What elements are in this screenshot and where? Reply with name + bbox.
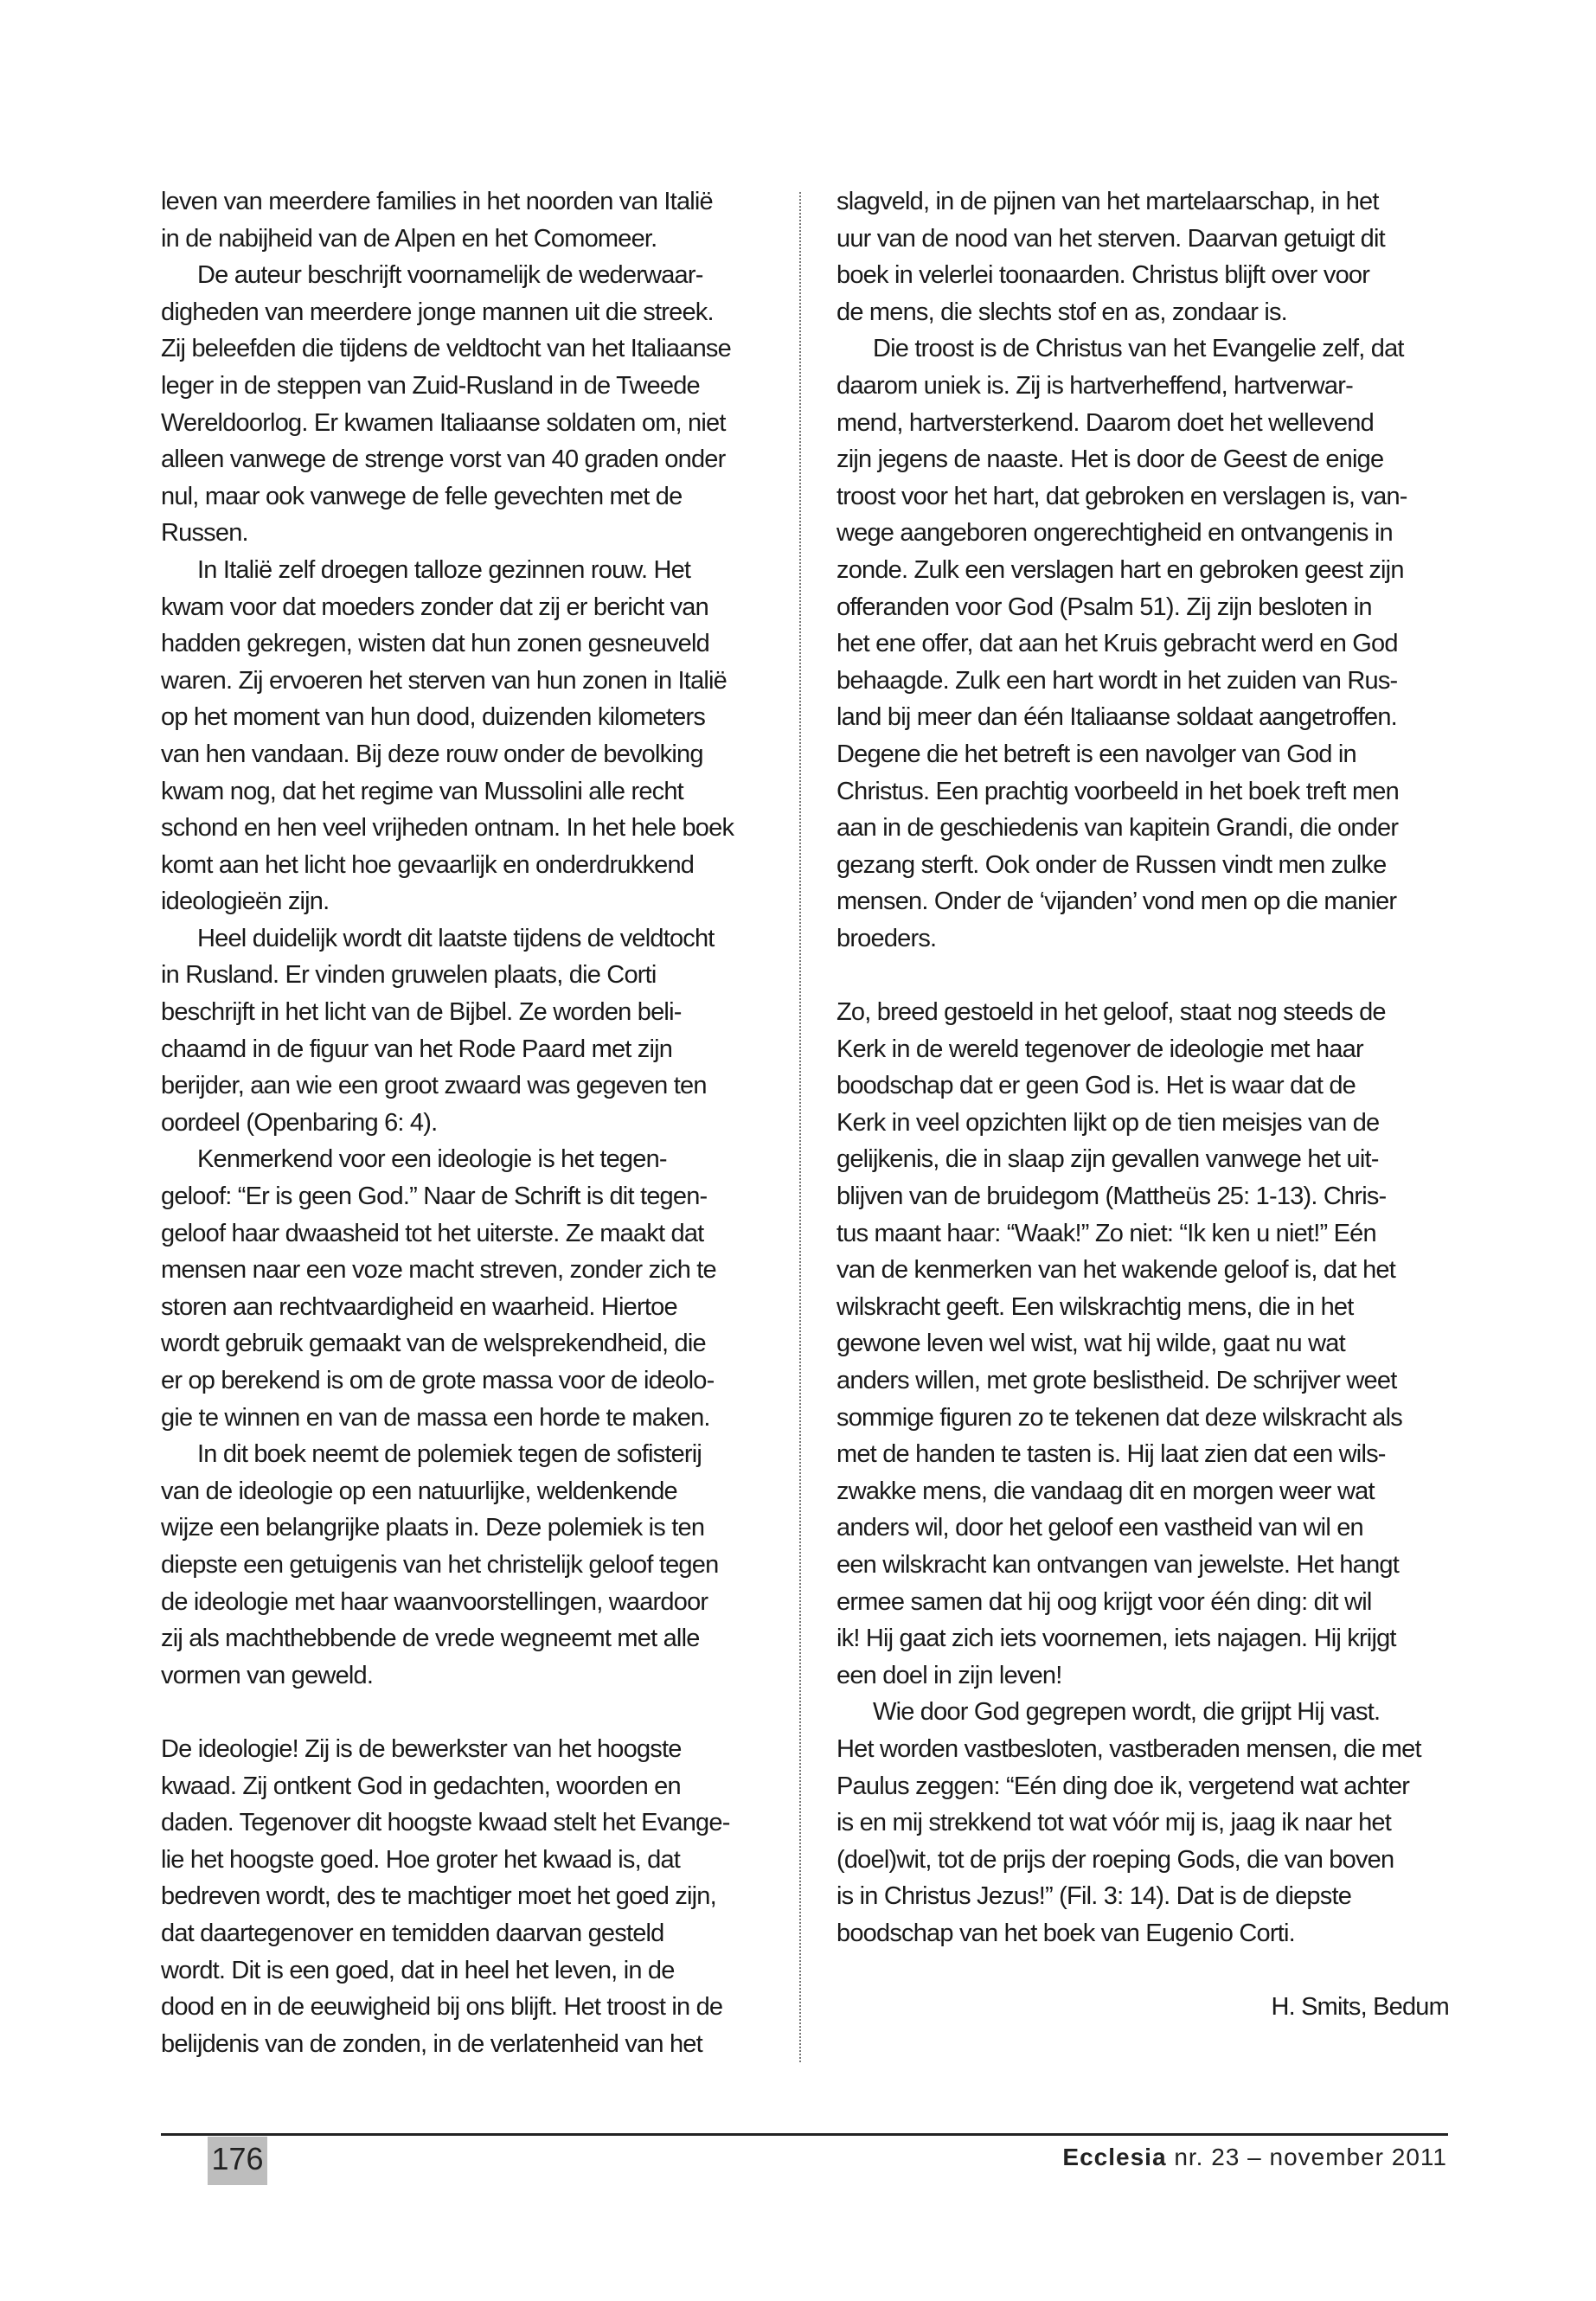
text-line: (doel)wit, tot de prijs der roeping Gods, die van boven [836, 1845, 1394, 1874]
left-column [161, 183, 771, 2062]
text-line: Paulus zeggen: “Eén ding doe ik, vergetend wat achter [836, 1772, 1410, 1800]
text-line: kwaad. Zij ontkent God in gedachten, woorden en [161, 1772, 681, 1800]
page-number: 176 [208, 2137, 267, 2185]
text-line: wordt gebruik gemaakt van de welsprekendheid, die [161, 1330, 706, 1358]
column-divider [799, 192, 801, 2062]
text-line: van hen vandaan. Bij deze rouw onder de bevolking [161, 740, 703, 768]
text-line: boodschap van het boek van Eugenio Corti. [836, 1919, 1295, 1947]
text-line: Wereldoorlog. Er kwamen Italiaanse soldaten om, niet [161, 408, 726, 437]
right-column [836, 183, 1449, 2026]
text-line: wordt. Dit is een goed, dat in heel het leven, in de [161, 1956, 675, 1984]
text-line: een wilskracht kan ontvangen van jewelste. Het hangt [836, 1550, 1399, 1579]
text-line: Kerk in veel opzichten lijkt op de tien meisjes van de [836, 1108, 1380, 1137]
text-line: ik! Hij gaat zich iets voornemen, iets najagen. Hij krijgt [836, 1625, 1396, 1653]
text-line: kwam nog, dat het regime van Mussolini alle recht [161, 777, 683, 805]
text-line: behaagde. Zulk een hart wordt in het zuiden van Rus- [836, 666, 1398, 695]
text-line: offeranden voor God (Psalm 51). Zij zijn besloten in [836, 593, 1372, 621]
text-line: diepste een getuigenis van het christelijk geloof tegen [161, 1550, 719, 1579]
text-line: zijn jegens de naaste. Het is door de Geest de enige [836, 445, 1384, 474]
text-line: leven van meerdere families in het noorden van Italië [161, 188, 713, 215]
text-line: leger in de steppen van Zuid-Rusland in de Tweede [161, 371, 700, 400]
text-line: sommige figuren zo te tekenen dat deze wilskracht als [836, 1403, 1402, 1432]
text-line: wilskracht geeft. Een wilskrachtig mens, die in het [836, 1292, 1354, 1321]
text-line: anders willen, met grote beslistheid. De schrijver weet [836, 1367, 1397, 1394]
text-line: boek in velerlei toonaarden. Christus blijft over voor [836, 261, 1370, 290]
text-line: de mens, die slechts stof en as, zondaar is. [836, 298, 1287, 326]
text-line: In dit boek neemt de polemiek tegen de sofisterij [197, 1440, 702, 1469]
paragraph [161, 257, 771, 552]
text-line: zonde. Zulk een verslagen hart en gebroken geest zijn [836, 555, 1404, 584]
text-line: slagveld, in de pijnen van het martelaarschap, in het [836, 188, 1379, 215]
paragraph-gap [836, 957, 1449, 994]
text-line: mend, hartversterkend. Daarom doet het wellevend [836, 408, 1374, 437]
paragraph-gap [161, 1694, 771, 1731]
text-line: storen aan rechtvaardigheid en waarheid. Hiertoe [161, 1292, 677, 1321]
text-line: Wie door God gegrepen wordt, die grijpt Hij vast. [873, 1698, 1381, 1727]
paragraph [161, 1141, 771, 1436]
text-line: troost voor het hart, dat gebroken en verslagen is, van- [836, 482, 1407, 510]
text-line: Zo, breed gestoeld in het geloof, staat nog steeds de [836, 998, 1386, 1027]
text-line: Het worden vastbesloten, vastberaden mensen, die met [836, 1734, 1421, 1763]
text-line: land bij meer dan één Italiaanse soldaat aangetroffen. [836, 703, 1397, 732]
text-line: broeders. [836, 924, 937, 952]
text-line: De auteur beschrijft voornamelijk de wederwaar- [197, 261, 703, 290]
text-line: is in Christus Jezus!” (Fil. 3: 14). Dat is de diepste [836, 1882, 1352, 1911]
text-line: van de ideologie op een natuurlijke, weldenkende [161, 1477, 677, 1505]
text-line: beschrijft in het licht van de Bijbel. Ze worden beli- [161, 998, 682, 1027]
text-line: boodschap dat er geen God is. Het is waar dat de [836, 1072, 1356, 1100]
text-line: op het moment van hun dood, duizenden kilometers [161, 703, 706, 732]
text-line: Kenmerkend voor een ideologie is het tegen- [197, 1145, 667, 1174]
paragraph [836, 330, 1449, 957]
text-line: oordeel (Openbaring 6: 4). [161, 1108, 438, 1137]
text-line: van de kenmerken van het wakende geloof is, dat het [836, 1256, 1395, 1285]
text-line: gezang sterft. Ook onder de Russen vindt men zulke [836, 850, 1387, 879]
text-line: Russen. [161, 519, 248, 548]
text-line: daden. Tegenover dit hoogste kwaad stelt het Evange- [161, 1809, 730, 1837]
text-line: nul, maar ook vanwege de felle gevechten met de [161, 482, 683, 510]
text-line: de ideologie met haar waanvoorstellingen, waardoor [161, 1587, 708, 1616]
text-line: komt aan het licht hoe gevaarlijk en onderdrukkend [161, 850, 695, 879]
paragraph [836, 994, 1449, 1694]
footer-rule [161, 2133, 1448, 2136]
text-line: schond en hen veel vrijheden ontnam. In het hele boek [161, 814, 734, 843]
text-line: zwakke mens, die vandaag dit en morgen weer wat [836, 1477, 1375, 1505]
text-line: er op berekend is om de grote massa voor de ideolo- [161, 1367, 715, 1394]
paragraph [161, 920, 771, 1142]
text-line: gie te winnen en van de massa een horde te maken. [161, 1403, 710, 1432]
text-line: vormen van geweld. [161, 1661, 374, 1689]
text-line: Zij beleefden die tijdens de veldtocht van het Italiaanse [161, 335, 731, 363]
paragraph-gap [836, 1952, 1449, 1990]
text-line: met de handen te tasten is. Hij laat zien dat een wils- [836, 1440, 1386, 1469]
text-line: lie het hoogste goed. Hoe groter het kwaad is, dat [161, 1845, 681, 1874]
text-line: mensen naar een voze macht streven, zonder zich te [161, 1256, 716, 1285]
text-line: mensen. Onder de ‘vijanden’ vond men op die manier [836, 888, 1397, 916]
text-line: in de nabijheid van de Alpen en het Comomeer. [161, 224, 657, 253]
text-line: is en mij strekkend tot wat vóór mij is, jaag ik naar het [836, 1809, 1392, 1837]
text-line: belijdenis van de zonden, in de verlatenheid van het [161, 2029, 702, 2058]
paragraph [161, 183, 771, 257]
text-line: alleen vanwege de strenge vorst van 40 graden onder [161, 445, 726, 474]
text-line: gewone leven wel wist, wat hij wilde, gaat nu wat [836, 1330, 1345, 1358]
text-line: waren. Zij ervoeren het sterven van hun zonen in Italië [161, 666, 727, 695]
text-line: bedreven wordt, des te machtiger moet het goed zijn, [161, 1882, 716, 1911]
text-line: berijder, aan wie een groot zwaard was gegeven ten [161, 1072, 707, 1100]
text-line: dat daartegenover en temidden daarvan gesteld [161, 1919, 664, 1947]
issue-info: nr. 23 – november 2011 [1174, 2144, 1447, 2170]
paragraph [161, 1731, 771, 2062]
text-line: in Rusland. Er vinden gruwelen plaats, die Corti [161, 961, 657, 990]
magazine-name: Ecclesia [1062, 2144, 1167, 2170]
text-line: Kerk in de wereld tegenover de ideologie met haar [836, 1035, 1363, 1063]
text-line: uur van de nood van het sterven. Daarvan getuigt dit [836, 224, 1385, 253]
text-line: Heel duidelijk wordt dit laatste tijdens de veldtocht [197, 924, 715, 952]
text-line: ermee samen dat hij oog krijgt voor één ding: dit wil [836, 1587, 1372, 1616]
text-line: geloof: “Er is geen God.” Naar de Schrift is dit tegen- [161, 1183, 708, 1211]
text-line: blijven van de bruidegom (Mattheüs 25: 1-13). Chris- [836, 1183, 1387, 1211]
text-line: daarom uniek is. Zij is hartverheffend, hartverwar- [836, 371, 1353, 400]
text-line: dood en in de eeuwigheid bij ons blijft. Het troost in de [161, 1993, 723, 2022]
text-line: ideologieën zijn. [161, 888, 330, 916]
text-line: zij als machthebbende de vrede wegneemt met alle [161, 1625, 700, 1653]
paragraph [161, 1436, 771, 1694]
text-line: wijze een belangrijke plaats in. Deze polemiek is ten [161, 1514, 705, 1542]
paragraph [836, 1694, 1449, 1952]
text-line: In Italië zelf droegen talloze gezinnen rouw. Het [197, 555, 691, 584]
text-line: aan in de geschiedenis van kapitein Grandi, die onder [836, 814, 1399, 843]
paragraph [836, 183, 1449, 330]
text-line: Degene die het betreft is een navolger van God in [836, 740, 1356, 768]
footer-publication [1062, 2144, 1447, 2171]
text-line: wege aangeboren ongerechtigheid en ontvangenis in [836, 519, 1393, 548]
text-line: een doel in zijn leven! [836, 1661, 1062, 1689]
text-line: chaamd in de figuur van het Rode Paard met zijn [161, 1035, 673, 1063]
author-signature: H. Smits, Bedum [1271, 1993, 1449, 2022]
text-line: digheden van meerdere jonge mannen uit die streek. [161, 298, 714, 326]
paragraph [161, 552, 771, 920]
text-line: tus maant haar: “Waak!” Zo niet: “Ik ken u niet!” Eén [836, 1219, 1376, 1247]
text-line: kwam voor dat moeders zonder dat zij er bericht van [161, 593, 708, 621]
text-line: geloof haar dwaasheid tot het uiterste. Ze maakt dat [161, 1219, 704, 1247]
text-line: gelijkenis, die in slaap zijn gevallen vanwege het uit- [836, 1145, 1379, 1174]
text-line: het ene offer, dat aan het Kruis gebracht werd en God [836, 630, 1398, 658]
text-line: Christus. Een prachtig voorbeeld in het boek treft men [836, 777, 1399, 805]
text-line: hadden gekregen, wisten dat hun zonen gesneuveld [161, 630, 709, 658]
text-line: anders wil, door het geloof een vastheid van wil en [836, 1514, 1363, 1542]
text-line: De ideologie! Zij is de bewerkster van het hoogste [161, 1734, 682, 1763]
text-line: Die troost is de Christus van het Evangelie zelf, dat [873, 335, 1404, 363]
